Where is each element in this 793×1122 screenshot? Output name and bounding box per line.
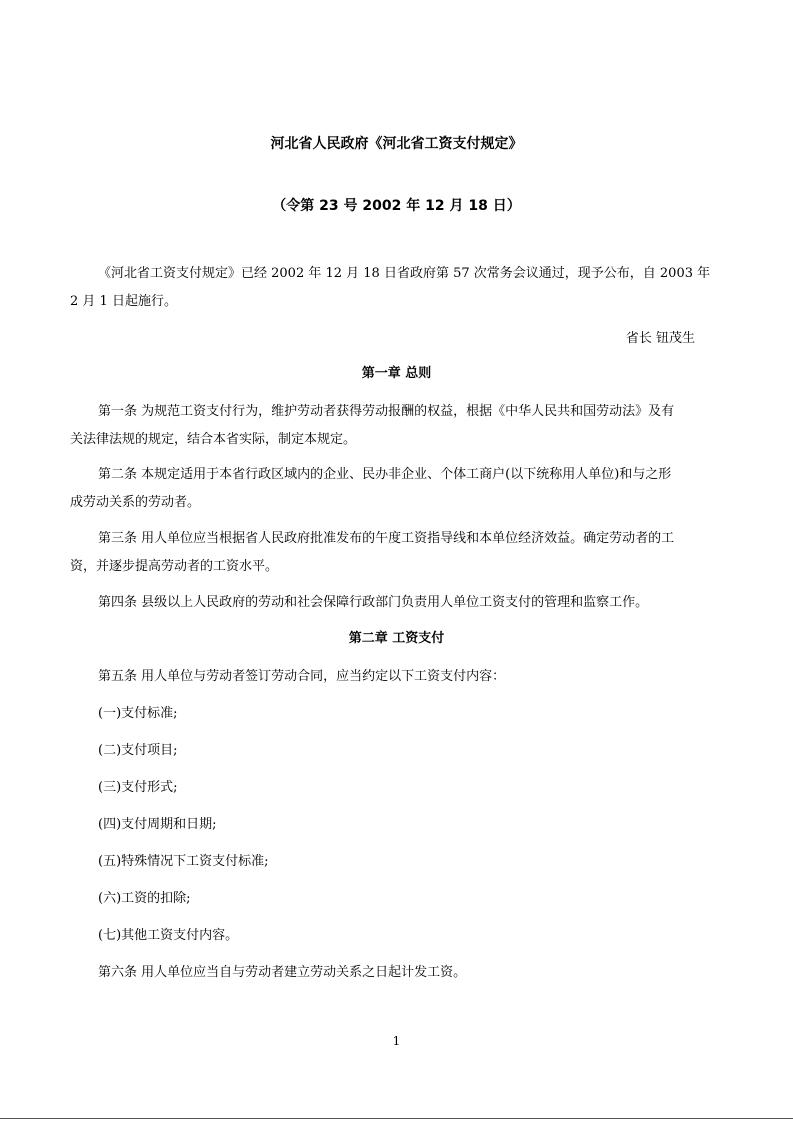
list-item: (六)工资的扣除;: [98, 891, 191, 906]
article-2-line-2: 成劳动关系的劳动者。: [70, 495, 201, 510]
chapter-2-heading: 第二章 工资支付: [348, 631, 445, 646]
list-item: (七)其他工资支付内容。: [98, 928, 239, 943]
list-item: (四)支付周期和日期;: [98, 817, 217, 832]
article-3-line-2: 资，并逐步提高劳动者的工资水平。: [70, 559, 279, 574]
article-6: 第六条 用人单位应当自与劳动者建立劳动关系之日起计发工资。: [98, 965, 467, 980]
article-4: 第四条 县级以上人民政府的劳动和社会保障行政部门负责用人单位工资支付的管理和监察工作。: [98, 595, 649, 610]
article-2-line-1: 第二条 本规定适用于本省行政区域内的企业、民办非企业、个体工商户(以下统称用人单位)和与之形: [98, 467, 672, 482]
document-title: 河北省人民政府《河北省工资支付规定》: [270, 136, 523, 152]
article-5: 第五条 用人单位与劳动者签订劳动合同，应当约定以下工资支付内容：: [98, 669, 506, 684]
intro-line-1: 《河北省工资支付规定》已经 2002 年 12 月 18 日省政府第 57 次常务会议通过，现予公布，自 2003 年: [98, 266, 711, 281]
list-item: (二)支付项目;: [98, 743, 178, 758]
order-line: （令第 23 号 2002 年 12 月 18 日）: [272, 198, 521, 214]
list-item: (一)支付标准;: [98, 706, 178, 721]
page-number: 1: [392, 1034, 401, 1048]
article-1-line-1: 第一条 为规范工资支付行为，维护劳动者获得劳动报酬的权益，根据《中华人民共和国劳动法》及有: [98, 404, 675, 419]
chapter-1-heading: 第一章 总则: [361, 366, 432, 381]
list-item: (五)特殊情况下工资支付标准;: [98, 854, 269, 869]
signer: 省长 钮茂生: [625, 331, 695, 346]
article-3-line-1: 第三条 用人单位应当根据省人民政府批准发布的午度工资指导线和本单位经济效益。确定劳动者的工: [98, 531, 675, 546]
article-1-line-2: 关法律法规的规定，结合本省实际，制定本规定。: [70, 432, 357, 447]
intro-line-2: 2 月 1 日起施行。: [70, 294, 177, 309]
page-bottom-rule: [0, 1118, 793, 1119]
list-item: (三)支付形式;: [98, 780, 178, 795]
